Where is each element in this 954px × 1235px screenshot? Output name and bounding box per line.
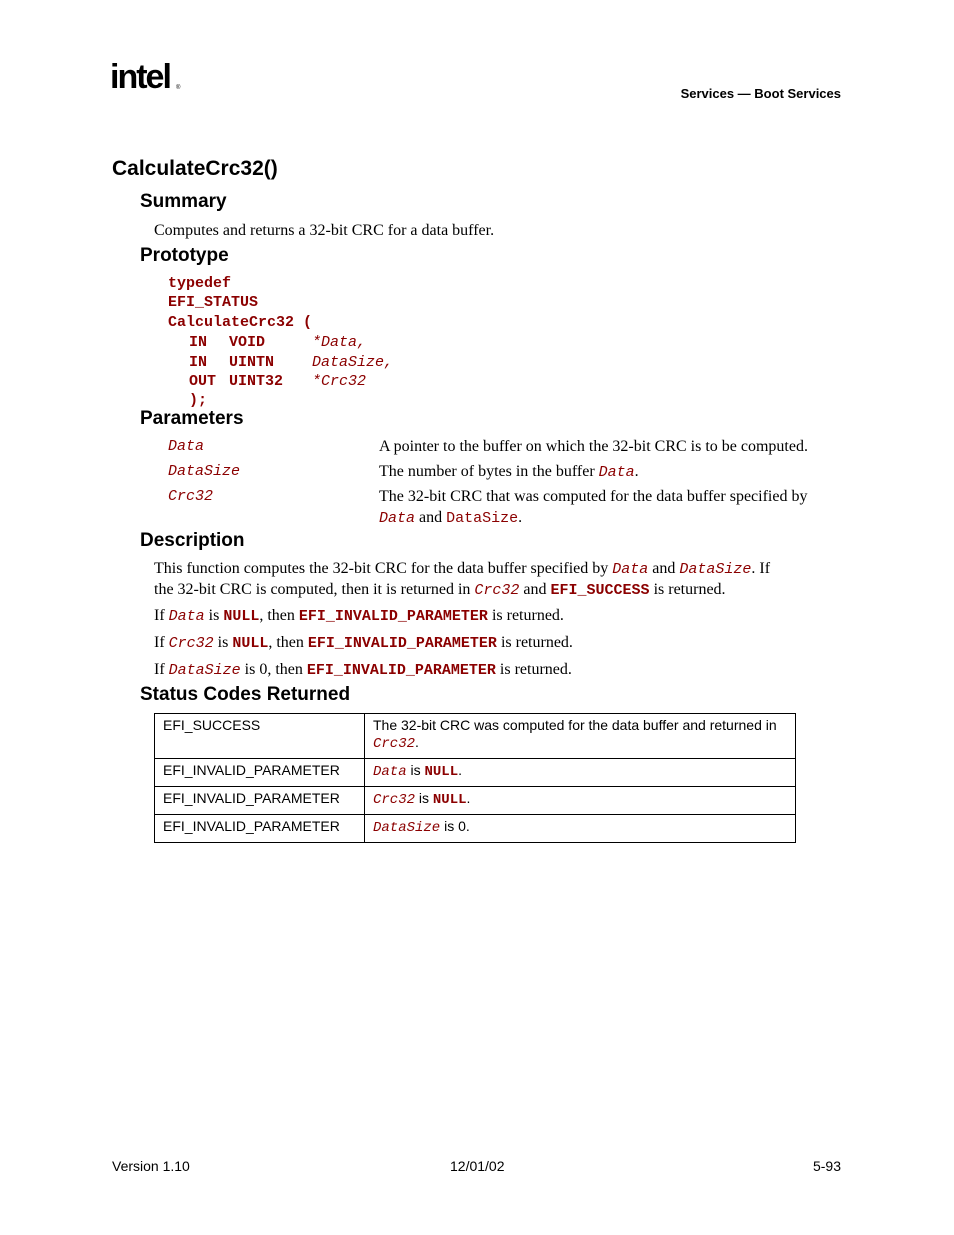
proto-line: typedef	[168, 275, 232, 292]
footer-page-number: 5-93	[812, 1158, 841, 1174]
proto-arg: IN VOID *Data,	[189, 334, 367, 352]
prototype-heading: Prototype	[140, 245, 229, 266]
proto-arg: IN UINTN DataSize,	[189, 353, 394, 371]
status-desc-cell: DataSize is 0.	[365, 815, 796, 843]
description-heading: Description	[140, 530, 245, 551]
proto-line: CalculateCrc32 (	[168, 313, 313, 331]
summary-text: Computes and returns a 32-bit CRC for a data buffer.	[154, 222, 495, 239]
status-code-cell: EFI_SUCCESS	[155, 714, 365, 759]
description-paragraph: If Crc32 is NULL, then EFI_INVALID_PARAMETER is returned.	[154, 634, 573, 652]
page-title: CalculateCrc32()	[112, 157, 278, 180]
svg-text:®: ®	[176, 85, 181, 91]
param-name-crc32: Crc32	[168, 488, 214, 505]
status-desc-cell: Data is NULL.	[365, 759, 796, 787]
proto-arg: OUT UINT32 *Crc32	[189, 372, 367, 390]
proto-close: );	[189, 392, 208, 410]
summary-heading: Summary	[140, 191, 227, 212]
footer-version: Version 1.10	[112, 1158, 190, 1174]
table-row	[155, 815, 796, 843]
status-desc-cell: Crc32 is NULL.	[365, 787, 796, 815]
intel-logo	[110, 58, 185, 103]
prototype-code	[168, 274, 393, 410]
status-codes-heading: Status Codes Returned	[140, 684, 351, 705]
table-row	[155, 787, 796, 815]
description-paragraph: If DataSize is 0, then EFI_INVALID_PARAMETER is returned.	[154, 661, 572, 679]
header-section-title: Services — Boot Services	[680, 86, 841, 101]
logo-text: intel	[110, 58, 170, 96]
footer-date: 12/01/02	[450, 1158, 505, 1174]
status-code-cell: EFI_INVALID_PARAMETER	[155, 815, 365, 843]
param-desc-crc32: The 32-bit CRC that was computed for the data buffer specified by Data and DataSize.	[379, 488, 808, 527]
param-desc-datasize: The number of bytes in the buffer Data.	[379, 463, 639, 481]
table-row	[155, 759, 796, 787]
table-row	[155, 714, 796, 759]
param-name-data: Data	[168, 438, 205, 455]
proto-line: EFI_STATUS	[168, 294, 259, 312]
status-codes-table	[154, 713, 796, 843]
param-name-datasize: DataSize	[168, 463, 241, 480]
description-paragraph: This function computes the 32-bit CRC for the data buffer specified by Data and DataSize. If the 32-bit CRC is computed, then it is returned in Crc32 and EFI_SUCCESS is returned.	[154, 560, 771, 599]
description-paragraph: If Data is NULL, then EFI_INVALID_PARAMETER is returned.	[154, 607, 564, 625]
status-code-cell: EFI_INVALID_PARAMETER	[155, 787, 365, 815]
status-code-cell: EFI_INVALID_PARAMETER	[155, 759, 365, 787]
param-desc-data: A pointer to the buffer on which the 32-bit CRC is to be computed.	[379, 438, 808, 455]
status-desc-cell: The 32-bit CRC was computed for the data buffer and returned in Crc32.	[365, 714, 796, 759]
parameters-heading: Parameters	[140, 408, 244, 429]
